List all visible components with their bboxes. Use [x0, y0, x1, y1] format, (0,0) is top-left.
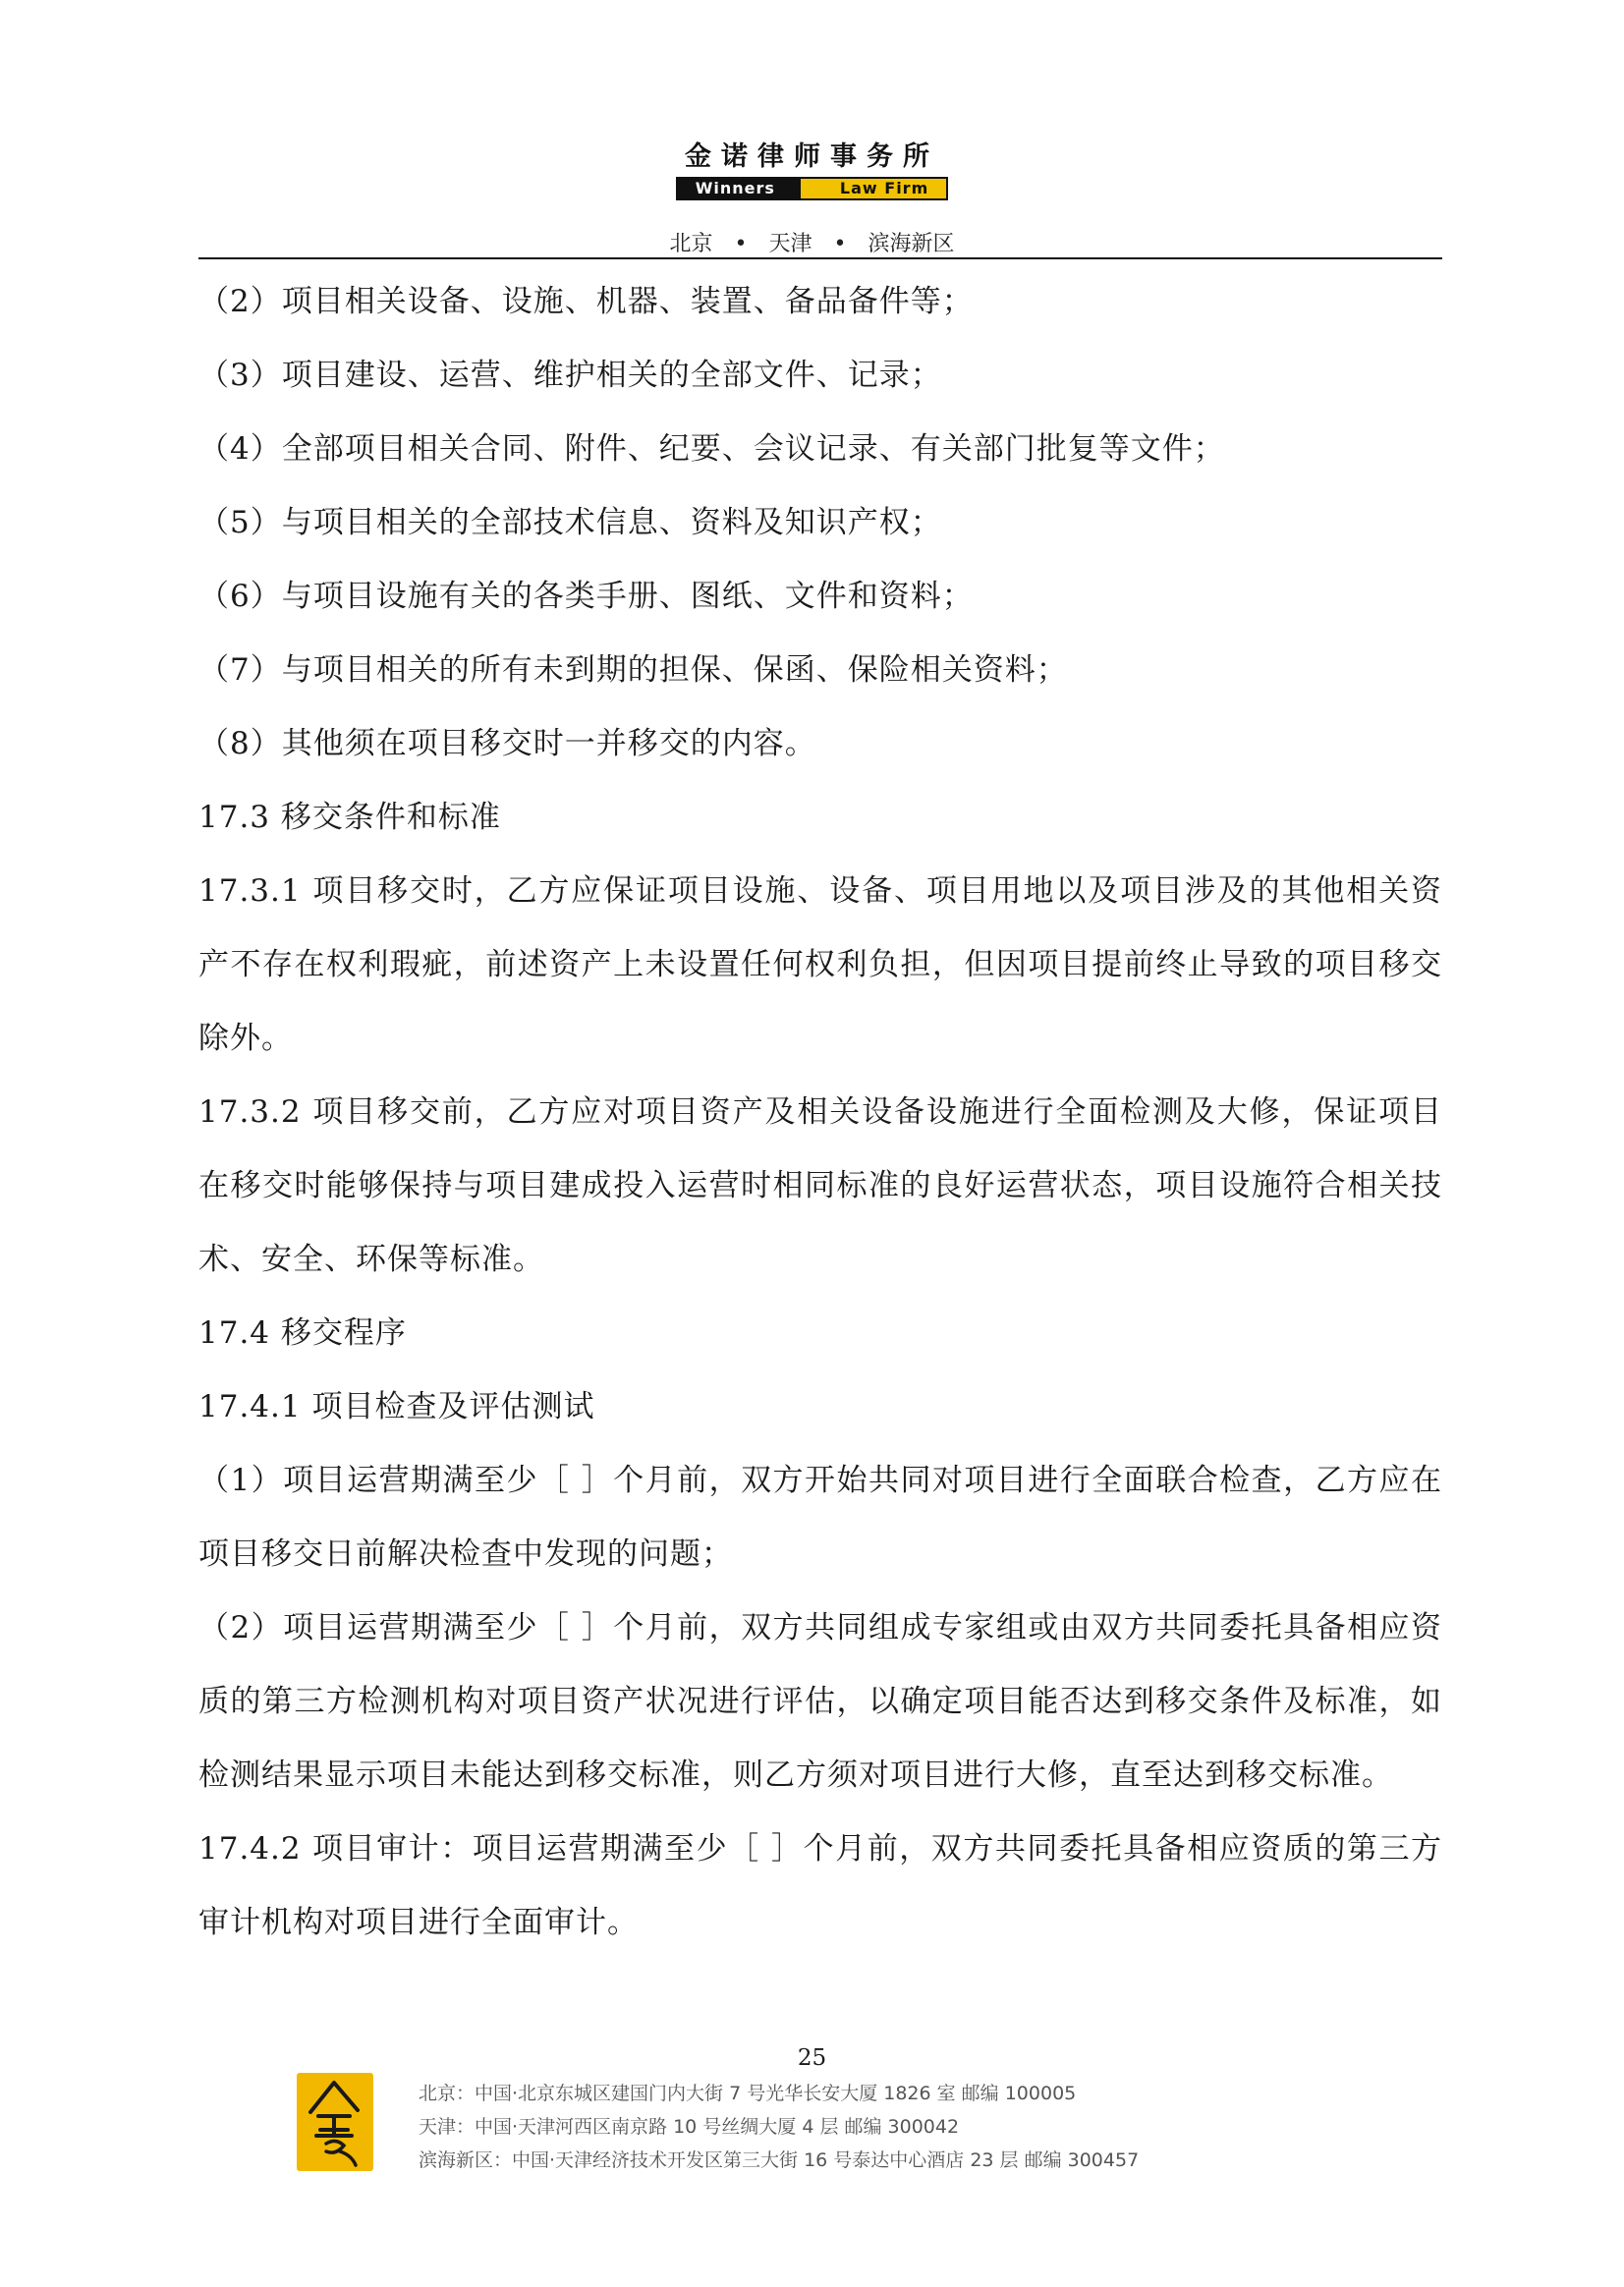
- city-separator: •: [734, 232, 748, 256]
- section-heading: 17.4 移交程序: [198, 1315, 407, 1351]
- list-item: （2）项目运营期满至少［ ］个月前，双方共同组成专家组或由双方共同委托具备相应资质的第三方检测机构对项目资产状况进行评估，以确定项目能否达到移交条件及标准，如检测结果显示项目未能达到移交标准，则乙方须对项目进行大修，直至达到移交标准。: [198, 1610, 1442, 1793]
- letterhead-brand: [0, 139, 1624, 200]
- firm-name: 金诺律师事务所: [685, 141, 939, 172]
- list-item: （2）项目相关设备、设施、机器、装置、备品备件等；: [198, 284, 974, 319]
- page-number: 25: [797, 2045, 827, 2071]
- firm-en-left: Winners: [678, 179, 801, 198]
- list-item: （5）与项目相关的全部技术信息、资料及知识产权；: [198, 505, 942, 540]
- list-item: （8）其他须在项目移交时一并移交的内容。: [198, 726, 816, 761]
- letterhead-cities: [0, 230, 1624, 259]
- address-beijing: 北京：中国·北京东城区建国门内大街 7 号光华长安大厦 1826 室 邮编 100005: [419, 2083, 1077, 2104]
- footer-addresses: [419, 2077, 1139, 2177]
- list-item: （4）全部项目相关合同、附件、纪要、会议记录、有关部门批复等文件；: [198, 431, 1225, 467]
- city-binhai: 滨海新区: [868, 232, 955, 256]
- section-heading: 17.3 移交条件和标准: [198, 800, 501, 835]
- clause-paragraph: 17.4.2 项目审计：项目运营期满至少［ ］个月前，双方共同委托具备相应资质的第三方审计机构对项目进行全面审计。: [198, 1831, 1442, 1940]
- header-divider: [198, 257, 1442, 259]
- document-body: [198, 265, 1442, 1960]
- clause-paragraph: 17.3.2 项目移交前，乙方应对项目资产及相关设备设施进行全面检测及大修，保证项目在移交时能够保持与项目建成投入运营时相同标准的良好运营状态，项目设施符合相关技术、安全、环保等标准。: [198, 1094, 1442, 1277]
- list-item: （7）与项目相关的所有未到期的担保、保函、保险相关资料；: [198, 652, 1068, 688]
- logo-calligraphy-icon: [297, 2073, 373, 2171]
- list-item: （3）项目建设、运营、维护相关的全部文件、记录；: [198, 358, 942, 393]
- jinnuo-logo-icon: [297, 2073, 373, 2171]
- subsection-heading: 17.4.1 项目检查及评估测试: [198, 1389, 595, 1424]
- list-item: （6）与项目设施有关的各类手册、图纸、文件和资料；: [198, 579, 974, 614]
- firm-en-right: Law Firm: [801, 179, 946, 198]
- address-tianjin: 天津：中国·天津河西区南京路 10 号丝绸大厦 4 层 邮编 300042: [419, 2116, 960, 2138]
- city-beijing: 北京: [669, 232, 713, 256]
- firm-english-bar: [676, 177, 949, 200]
- city-tianjin: 天津: [768, 232, 812, 256]
- clause-paragraph: 17.3.1 项目移交时，乙方应保证项目设施、设备、项目用地以及项目涉及的其他相关资产不存在权利瑕疵，前述资产上未设置任何权利负担，但因项目提前终止导致的项目移交除外。: [198, 873, 1442, 1056]
- address-binhai: 滨海新区：中国·天津经济技术开发区第三大街 16 号泰达中心酒店 23 层 邮编 300457: [419, 2149, 1140, 2171]
- list-item: （1）项目运营期满至少［ ］个月前，双方开始共同对项目进行全面联合检查，乙方应在项目移交日前解决检查中发现的问题；: [198, 1463, 1442, 1572]
- city-separator: •: [833, 232, 847, 256]
